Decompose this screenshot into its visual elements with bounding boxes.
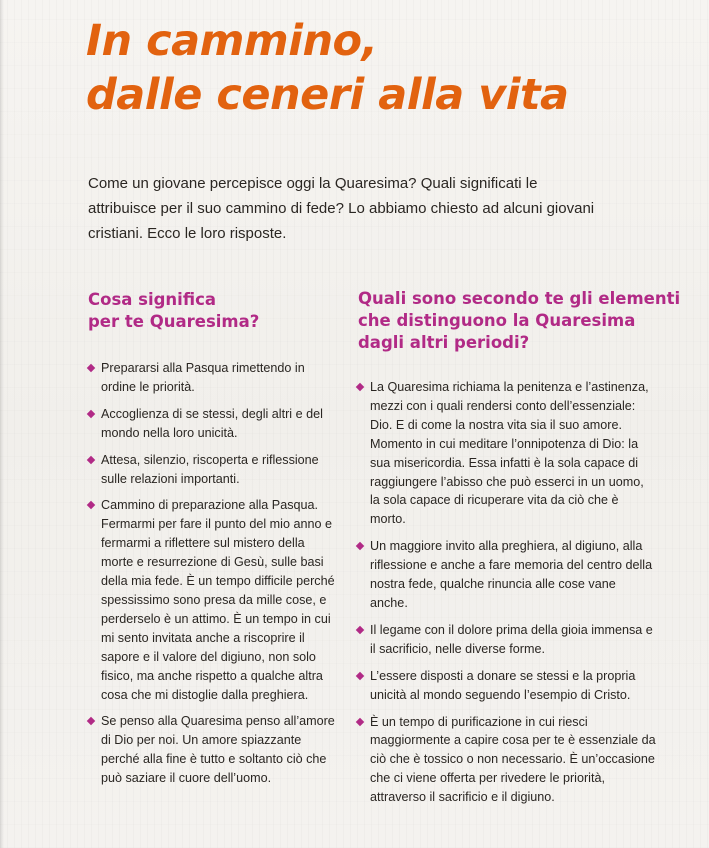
diamond-bullet-icon xyxy=(356,717,364,725)
list-item xyxy=(357,378,657,529)
right-question-line-2: che distinguono la Quaresima xyxy=(358,311,636,330)
left-question-line-2: per te Quaresima? xyxy=(88,312,260,331)
diamond-bullet-icon xyxy=(87,501,95,509)
list-item-text: Cammino di preparazione alla Pasqua. Fermarmi per fare il punto del mio anno e fermarmi a riflettere sul mistero della morte e resurrezione di Gesù, sulle basi della mia fede. È un tempo difficile perché spessissimo sono presa da mille cose, e perderselo è un attimo. È un tempo in cui mi sento invitata anche a riscoprire il sapore e il valore del digiuno, non solo fisico, ma anche rispetto a qualche altra cosa che mi distoglie dalla preghiera. xyxy=(101,498,335,702)
list-item xyxy=(357,713,657,808)
diamond-bullet-icon xyxy=(87,455,95,463)
left-question-heading xyxy=(88,289,328,333)
article-title xyxy=(86,14,686,122)
title-line-2: dalle ceneri alla vita xyxy=(86,70,569,120)
list-item-text: Attesa, silenzio, riscoperta e riflessione sulle relazioni importanti. xyxy=(101,452,319,486)
list-item-text: Un maggiore invito alla preghiera, al digiuno, alla riflessione e anche a fare memoria del centro della nostra fede, qualche rinuncia alle cose vane anche. xyxy=(370,539,653,610)
list-item xyxy=(88,451,338,489)
list-item xyxy=(88,496,338,704)
list-item xyxy=(357,537,657,613)
page-edge-shadow xyxy=(0,0,4,848)
right-question-line-3: dagli altri periodi? xyxy=(358,333,530,352)
left-question-line-1: Cosa significa xyxy=(88,290,216,309)
diamond-bullet-icon xyxy=(356,626,364,634)
list-item xyxy=(88,712,338,788)
list-item xyxy=(88,359,338,397)
title-line-1: In cammino, xyxy=(86,16,378,66)
intro-paragraph: Come un giovane percepisce oggi la Quaresima? Quali significati le attribuisce per il suo cammino di fede? Lo abbiamo chiesto ad alcuni giovani cristiani. Ecco le loro risposte. xyxy=(88,175,595,242)
list-item-text: L’essere disposti a donare se stessi e la propria unicità al mondo seguendo l’esempio di Cristo. xyxy=(370,668,636,702)
diamond-bullet-icon xyxy=(356,671,364,679)
list-item xyxy=(357,621,657,659)
diamond-bullet-icon xyxy=(87,410,95,418)
list-item xyxy=(88,405,338,443)
list-item-text: Se penso alla Quaresima penso all’amore di Dio per noi. Un amore spiazzante perché alla fine è tutto e soltanto ciò che può saziare il cuore dell’uomo. xyxy=(101,714,335,786)
list-item xyxy=(357,667,657,705)
list-item-text: Accoglienza di se stessi, degli altri e del mondo nella loro unicità. xyxy=(101,406,323,440)
list-item-text: È un tempo di purificazione in cui riesci maggiormente a capire cosa per te è essenziale da ciò che è tossico o non necessario. È un’occasione che ci viene offerta per rivedere le priorità, attraverso il sacrificio e il digiuno. xyxy=(370,714,656,805)
list-item-text: Prepararsi alla Pasqua rimettendo in ordine le priorità. xyxy=(101,361,305,394)
right-question-line-1: Quali sono secondo te gli elementi xyxy=(358,289,681,308)
diamond-bullet-icon xyxy=(356,542,364,550)
list-item-text: Il legame con il dolore prima della gioia immensa e il sacrificio, nelle diverse forme. xyxy=(370,622,653,656)
list-item-text: La Quaresima richiama la penitenza e l’astinenza, mezzi con i quali rendersi conto dell’essenziale: Dio. E di come la nostra vita sia il suo amore. Momento in cui meditare l’onnipotenza di Dio: la sua misericordia. Essa infatti è la sola capace di raggiungere l’abisso che può esserci in un uomo, la sola capace di ricuperare vita da ciò che è morto. xyxy=(370,380,649,527)
diamond-bullet-icon xyxy=(87,364,95,372)
diamond-bullet-icon xyxy=(356,383,364,391)
right-question-heading xyxy=(358,288,688,354)
right-answers-list xyxy=(357,378,657,815)
diamond-bullet-icon xyxy=(87,717,95,725)
left-answers-list xyxy=(88,359,338,796)
